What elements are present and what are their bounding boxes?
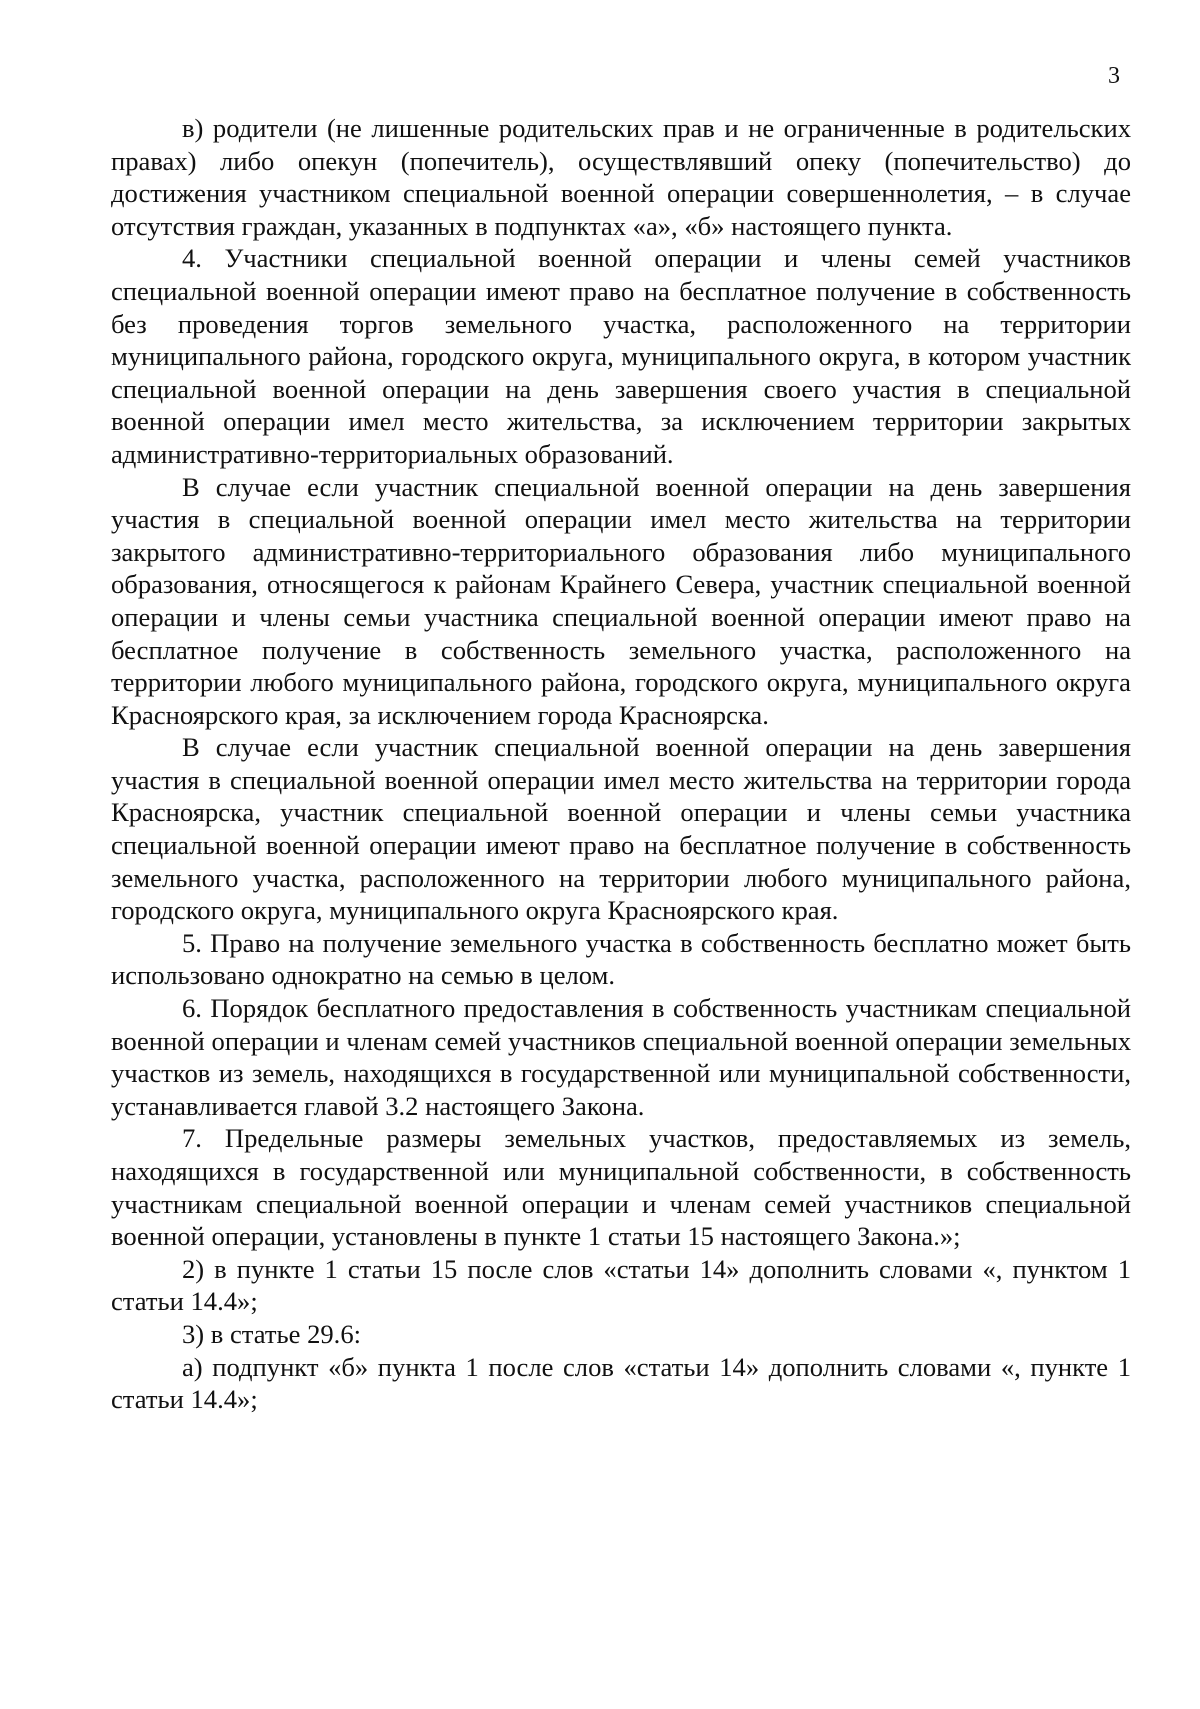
paragraph-item-7: 7. Предельные размеры земельных участков, предоставляемых из земель, находящихся в государственной или муниципальной собственности, в собственность участникам специальной военной операции и членам семей участников специальной военной операции, установлены в пункте 1 статьи 15 настоящего Закона.»; (111, 1123, 1131, 1252)
document-body (111, 112, 1131, 1416)
paragraph-amendment-3: 3) в статье 29.6: (182, 1318, 362, 1349)
paragraph-krasnoyarsk-case: В случае если участник специальной военной операции на день завершения участия в специальной военной операции имел место жительства на территории города Красноярска, участник специальной военной операции и члены семьи участника специальной военной операции имеют право на бесплатное получение в собственность земельного участка, расположенного на территории любого муниципального района, городского округа, муниципального округа Красноярского края. (111, 732, 1131, 926)
paragraph-amendment-3a: а) подпункт «б» пункта 1 после слов «статьи 14» дополнить словами «, пункте 1 статьи 14.4»; (111, 1351, 1131, 1415)
paragraph-item-6: 6. Порядок бесплатного предоставления в собственность участникам специальной военной операции и членам семей участников специальной военной операции земельных участков из земель, находящихся в государственной или муниципальной собственности, устанавливается главой 3.2 настоящего Закона. (111, 993, 1131, 1121)
paragraph-item-4: 4. Участники специальной военной операции и члены семей участников специальной военной операции имеют право на бесплатное получение в собственность без проведения торгов земельного участка, расположенного на территории муниципального района, городского округа, муниципального округа, в котором участник специальной военной операции на день завершения своего участия в специальной военной операции имел место жительства, за исключением территории закрытых административно-территориальных образований. (111, 243, 1131, 469)
paragraph-parents: в) родители (не лишенные родительских прав и не ограниченные в родительских правах) либо опекун (попечитель), осуществлявший опеку (попечительство) до достижения участником специальной военной операции совершеннолетия, – в случае отсутствия граждан, указанных в подпунктах «а», «б» настоящего пункта. (111, 113, 1131, 241)
paragraph-far-north-case: В случае если участник специальной военной операции на день завершения участия в специальной военной операции имел место жительства на территории закрытого административно-территориального образования либо муниципального образования, относящегося к районам Крайнего Севера, участник специальной военной операции и члены семьи участника специальной военной операции имеют право на бесплатное получение в собственность земельного участка, расположенного на территории любого муниципального района, городского округа, муниципального округа Красноярского края, за исключением города Красноярска. (111, 471, 1131, 730)
paragraph-item-5: 5. Право на получение земельного участка в собственность бесплатно может быть использовано однократно на семью в целом. (111, 927, 1131, 991)
page-number: 3 (1108, 63, 1120, 89)
paragraph-amendment-2: 2) в пункте 1 статьи 15 после слов «статьи 14» дополнить словами «, пунктом 1 статьи 14.4»; (111, 1253, 1131, 1317)
